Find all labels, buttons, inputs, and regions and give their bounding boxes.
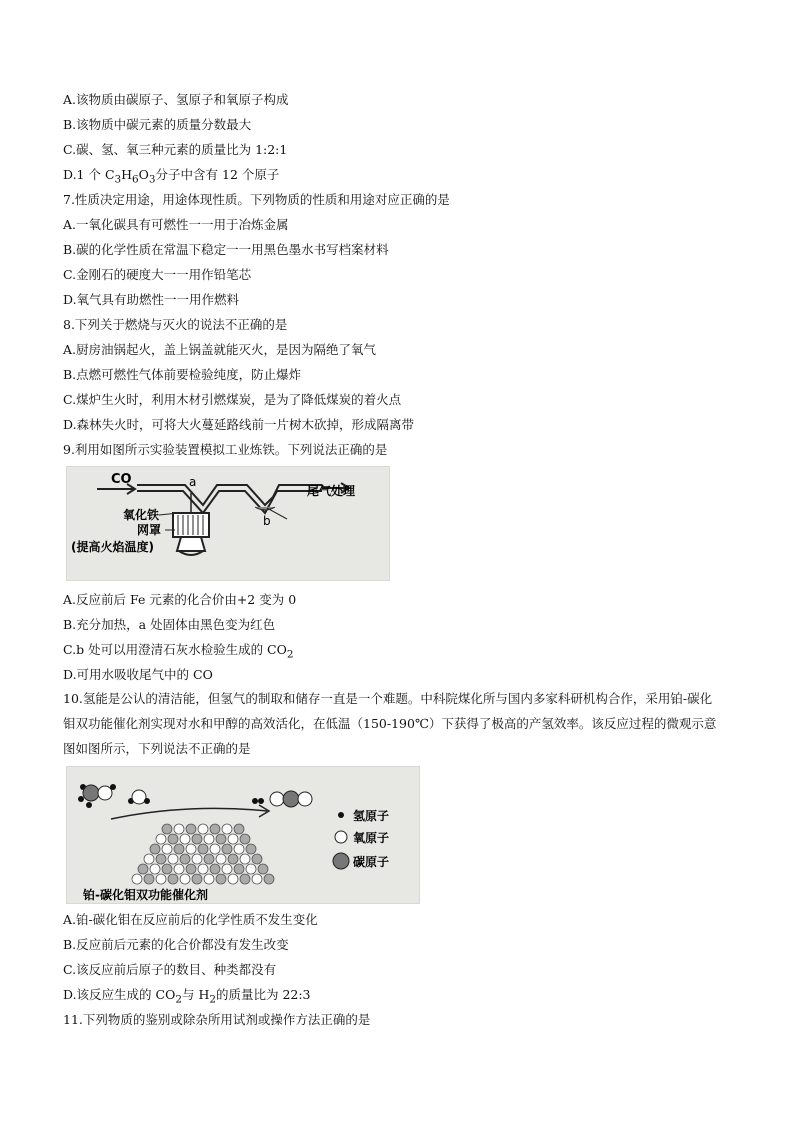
q10-option-c: C.该反应前后原子的数目、种类都没有: [63, 962, 277, 977]
legend-carbon-label: 碳原子: [353, 855, 390, 869]
label-b: b: [263, 514, 271, 528]
q9-stem: 9.利用如图所示实验装置模拟工业炼铁。下列说法正确的是: [63, 442, 388, 457]
q10-stem: 10.氢能是公认的清洁能，但氢气的制取和储存一直是一个难题。中科院煤化所与国内多家科研机构合作，采用铂-碳化钼双功能催化剂实现对水和甲醇的高效活化，在低温（150-190℃）下获得了极高的产氢效率。该反应过程的微观示意图如图所示，下列说法不正确的是: [63, 691, 717, 756]
net-label: 网罩: [137, 523, 162, 537]
q11-stem: 11.下列物质的鉴别或除杂所用试剂或操作方法正确的是: [63, 1012, 371, 1027]
q7-stem: 7.性质决定用途，用途体现性质。下列物质的性质和用途对应正确的是: [63, 192, 450, 207]
q6-option-d: D.1 个 $C_3H_6O_3$分子中含有 12 个原子: [63, 167, 280, 186]
oxygen-legend-dot: [335, 831, 347, 843]
q6-option-a: A.该物质由碳原子、氢原子和氧原子构成: [63, 92, 289, 107]
q6-option-c: C.碳、氢、氧三种元素的质量比为 1:2:1: [63, 142, 288, 157]
exhaust-label: 尾气处理: [307, 484, 356, 498]
q7-option-c: C.金刚石的硬度大一一用作铅笔芯: [63, 267, 252, 282]
q9-option-d: D.可用水吸收尾气中的 CO: [63, 667, 213, 682]
q9-option-a: A.反应前后 Fe 元素的化合价由+2 变为 0: [63, 592, 297, 607]
label-a: a: [189, 475, 197, 489]
q8-option-c: C.煤炉生火时，利用木材引燃煤炭，是为了降低煤炭的着火点: [63, 392, 402, 407]
legend-hydrogen-label: 氢原子: [353, 809, 390, 823]
q8-option-a: A.厨房油锅起火，盖上锅盖就能灭火，是因为隔绝了氧气: [63, 342, 377, 357]
iron-oxide-label: 氧化铁: [123, 508, 160, 522]
co-label: CO: [111, 472, 132, 487]
carbon-legend-dot: [333, 853, 349, 869]
q6-option-b: B.该物质中碳元素的质量分数最大: [63, 117, 252, 132]
q10-option-b: B.反应前后元素的化合价都没有发生改变: [63, 937, 289, 952]
q10-option-d: D.该反应生成的 $CO_2$与 $H_2$的质量比为 22:3: [63, 987, 311, 1006]
q7-option-b: B.碳的化学性质在常温下稳定一一用黑色墨水书写档案材料: [63, 242, 389, 257]
q9-option-b: B.充分加热，a 处固体由黑色变为红色: [63, 617, 276, 632]
q7-option-d: D.氧气具有助燃性一一用作燃料: [63, 292, 240, 307]
q10-option-a: A.铂-碳化钼在反应前后的化学性质不发生变化: [63, 912, 318, 927]
catalyst-caption: 铂-碳化钼双功能催化剂: [83, 888, 208, 902]
q8-option-b: B.点燃可燃性气体前要检验纯度，防止爆炸: [63, 367, 302, 382]
q8-stem: 8.下列关于燃烧与灭火的说法不正确的是: [63, 317, 288, 332]
q8-option-d: D.森林失火时，可将大火蔓延路线前一片树木砍掉，形成隔离带: [63, 417, 415, 432]
hydrogen-legend-dot: [338, 812, 344, 818]
hydrogen-production-figure: [66, 766, 420, 904]
iron-smelting-apparatus-figure: [66, 466, 390, 581]
flame-temp-label: (提高火焰温度): [71, 540, 154, 554]
q7-option-a: A.一氧化碳具有可燃性一一用于冶炼金属: [63, 217, 289, 232]
legend-oxygen-label: 氧原子: [353, 831, 390, 845]
q9-option-c: C.b 处可以用澄清石灰水检验生成的 $CO_2$: [63, 642, 294, 661]
